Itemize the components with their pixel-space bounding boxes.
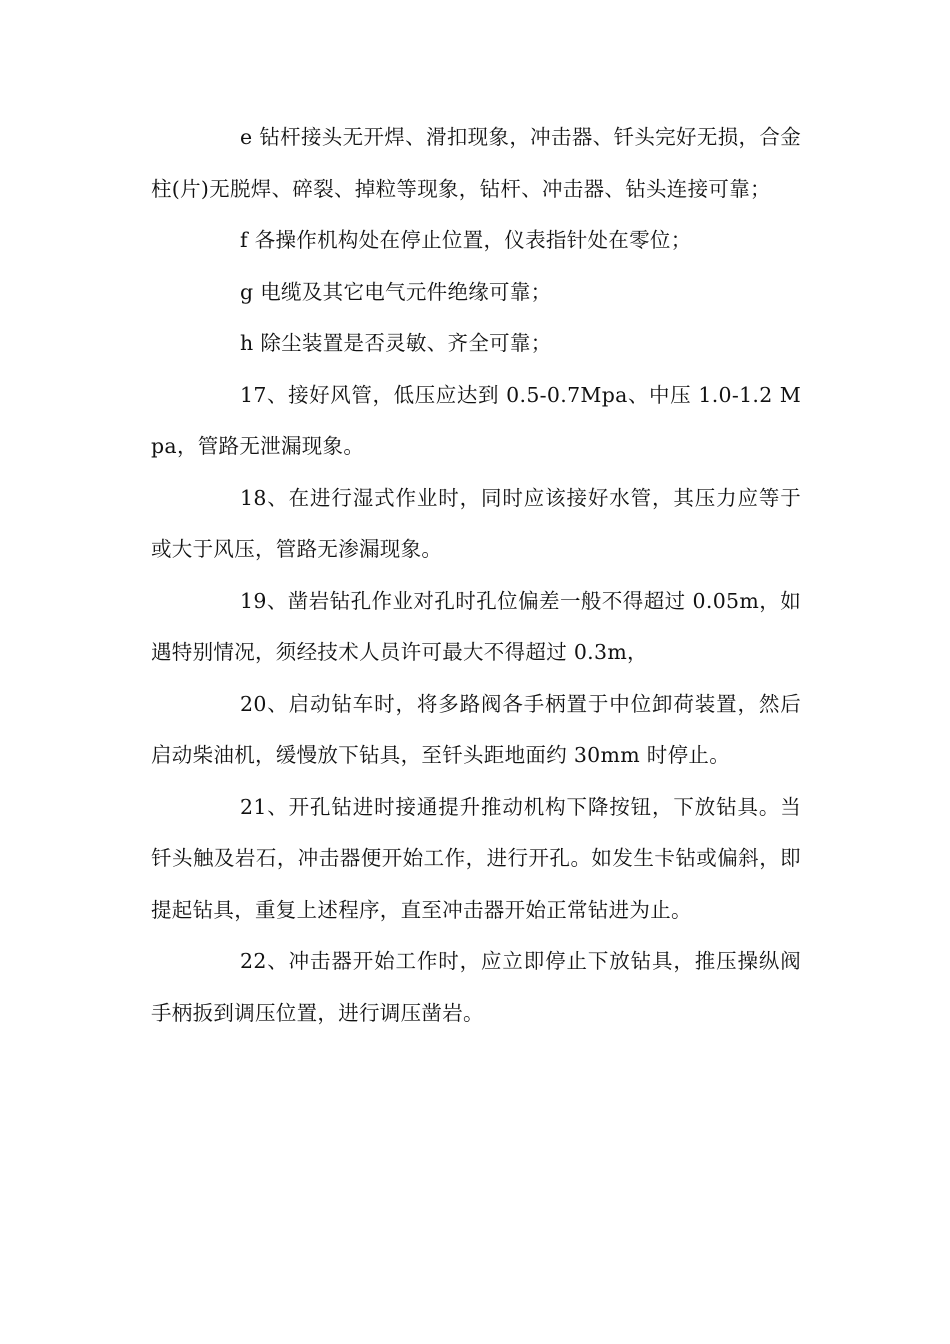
- document-body: [151, 112, 801, 1039]
- paragraph-item-f: f 各操作机构处在停止位置，仪表指针处在零位；: [240, 228, 692, 252]
- paragraph-20: 20、启动钻车时，将多路阀各手柄置于中位卸荷装置，然后启动柴油机，缓慢放下钻具，至钎头距地面约 30mm 时停止。: [151, 691, 801, 767]
- paragraph-19: 19、凿岩钻孔作业对孔时孔位偏差一般不得超过 0.05m，如遇特别情况，须经技术人员许可最大不得超过 0.3m，: [151, 588, 801, 664]
- paragraph-18: 18、在进行湿式作业时，同时应该接好水管，其压力应等于或大于风压，管路无渗漏现象。: [151, 485, 801, 561]
- paragraph-item-g: g 电缆及其它电气元件绝缘可靠；: [240, 279, 552, 304]
- paragraph-17: 17、接好风管，低压应达到 0.5-0.7Mpa、中压 1.0-1.2 Mpa，管路无泄漏现象。: [151, 382, 801, 458]
- paragraph-item-h: h 除尘装置是否灵敏、齐全可靠；: [240, 331, 552, 355]
- paragraph-21: 21、开孔钻进时接通提升推动机构下降按钮，下放钻具。当钎头触及岩石，冲击器便开始工作，进行开孔。如发生卡钻或偏斜，即提起钻具，重复上述程序，直至冲击器开始正常钻进为止。: [151, 794, 801, 922]
- paragraph-item-e: e 钻杆接头无开焊、滑扣现象，冲击器、钎头完好无损，合金柱(片)无脱焊、碎裂、掉粒等现象，钻杆、冲击器、钻头连接可靠；: [151, 125, 801, 201]
- paragraph-22: 22、冲击器开始工作时，应立即停止下放钻具，推压操纵阀手柄扳到调压位置，进行调压凿岩。: [151, 949, 801, 1025]
